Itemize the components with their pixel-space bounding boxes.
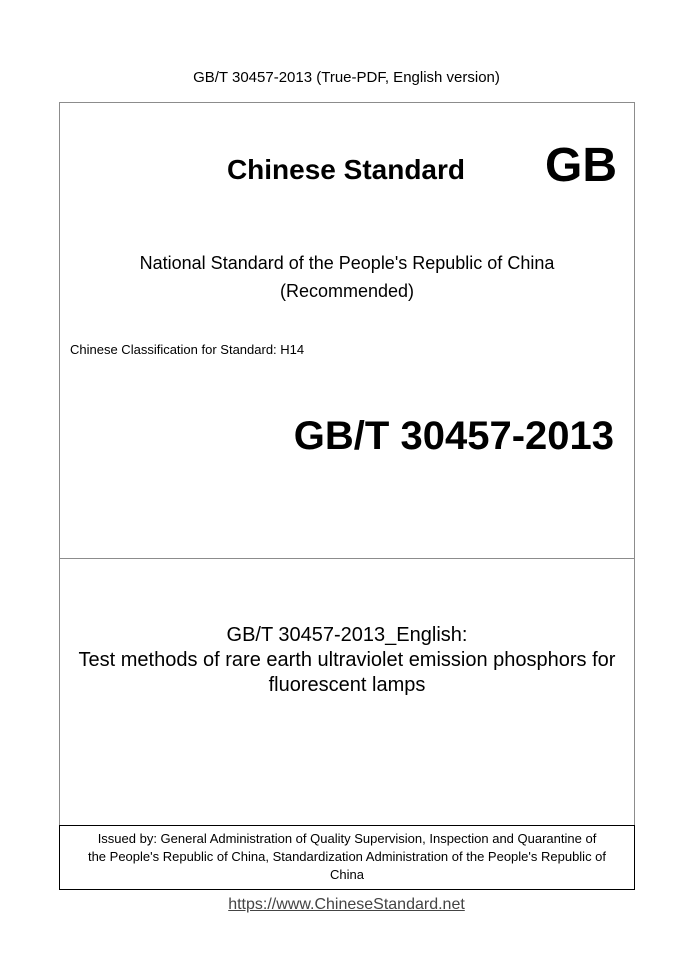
cover-panel xyxy=(59,102,635,559)
title-panel xyxy=(59,558,635,826)
website-link[interactable]: https://www.ChineseStandard.net xyxy=(228,896,465,913)
document-title-line: fluorescent lamps xyxy=(268,674,426,696)
document-title-line: GB/T 30457-2013_English: xyxy=(226,624,468,646)
classification-label: Chinese Classification for Standard: H14 xyxy=(70,342,305,357)
issuer-panel xyxy=(59,825,635,890)
issuer-line: Issued by: General Administration of Quality Supervision, Inspection and Quarantine of xyxy=(97,831,597,846)
issuer-line: the People's Republic of China, Standardization Administration of the People's Republic of xyxy=(87,849,607,864)
document-title-line: Test methods of rare earth ultraviolet emission phosphors for xyxy=(78,649,616,671)
issuer-text xyxy=(60,830,634,884)
standard-number: GB/T 30457-2013 xyxy=(293,414,614,458)
standard-title: Chinese Standard xyxy=(226,154,465,185)
national-standard-label xyxy=(60,249,634,305)
national-line: National Standard of the People's Republic of China xyxy=(139,253,555,273)
recommended-line: (Recommended) xyxy=(279,281,415,301)
page-header: GB/T 30457-2013 (True-PDF, English version) xyxy=(193,69,500,86)
gb-mark: GB xyxy=(545,139,617,192)
issuer-line: China xyxy=(330,867,364,882)
footer xyxy=(0,894,693,916)
document-title xyxy=(60,623,634,698)
